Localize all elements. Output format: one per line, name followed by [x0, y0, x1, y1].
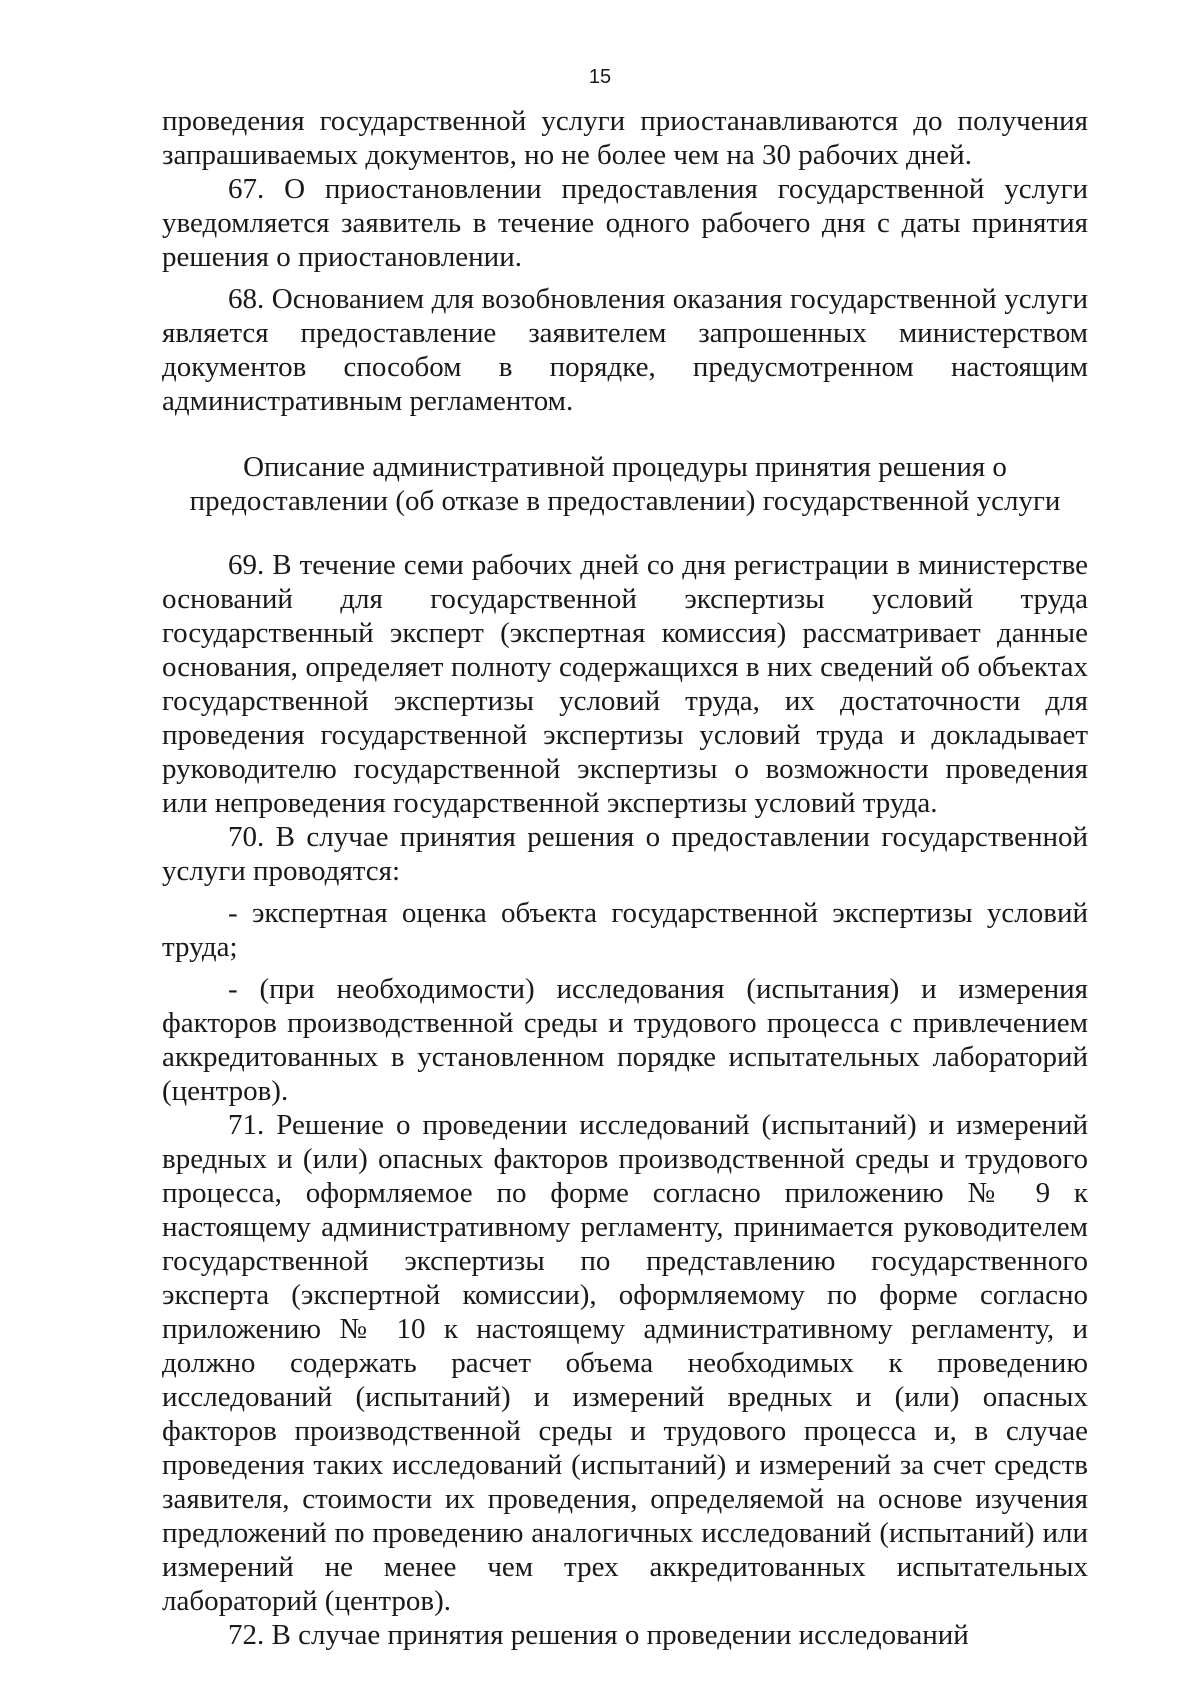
paragraph-71: 71. Решение о проведении исследований (испытаний) и измерений вредных и (или) опасных факторов производственной среды и трудового процесса, оформляемое по форме согласно приложению № 9 к настоящему административному регламенту, принимается руководителем государственной экспертизы по представлению государственного эксперта (экспертной комиссии), оформляемому по форме согласно приложению № 10 к настоящему административному регламенту, и должно содержать расчет объема необходимых к проведению исследований (испытаний) и измерений вредных и (или) опасных факторов производственной среды и трудового процесса и, в случае проведения таких исследований (испытаний) и измерений за счет средств заявителя, стоимости их проведения, определяемой на основе изучения предложений по проведению аналогичных исследований (испытаний) или измерений не менее чем трех аккредитованных испытательных лабораторий (центров). — [162, 1109, 1088, 1617]
paragraph-68: 68. Основанием для возобновления оказания государственной услуги является предоставление заявителем запрошенных министерством документов способом в порядке, предусмотренном настоящим административным регламентом. — [162, 283, 1088, 417]
paragraph-continuation: проведения государственной услуги приостанавливаются до получения запрашиваемых документов, но не более чем на 30 рабочих дней. — [162, 105, 1088, 171]
list-item: - (при необходимости) исследования (испытания) и измерения факторов производственной среды и трудового процесса с привлечением аккредитованных в установленном порядке испытательных лабораторий (центров). — [162, 973, 1088, 1107]
paragraph-69: 69. В течение семи рабочих дней со дня регистрации в министерстве оснований для государственной экспертизы условий труда государственный эксперт (экспертная комиссия) рассматривает данные основания, определяет полноту содержащихся в них сведений об объектах государственной экспертизы условий труда, их достаточности для проведения государственной экспертизы условий труда и докладывает руководителю государственной экспертизы о возможности проведения или непроведения государственной экспертизы условий труда. — [162, 549, 1088, 819]
section-heading: Описание административной процедуры принятия решения о предоставлении (об отказе в предоставлении) государственной услуги — [189, 451, 1061, 517]
page-number: 15 — [588, 66, 612, 88]
list-item: - экспертная оценка объекта государственной экспертизы условий труда; — [162, 897, 1088, 963]
document-body — [162, 104, 1088, 1652]
paragraph-67: 67. О приостановлении предоставления государственной услуги уведомляется заявитель в течение одного рабочего дня с даты принятия решения о приостановлении. — [162, 173, 1088, 273]
paragraph-70: 70. В случае принятия решения о предоставлении государственной услуги проводятся: — [162, 821, 1088, 887]
paragraph-72: 72. В случае принятия решения о проведении исследований — [228, 1619, 969, 1651]
